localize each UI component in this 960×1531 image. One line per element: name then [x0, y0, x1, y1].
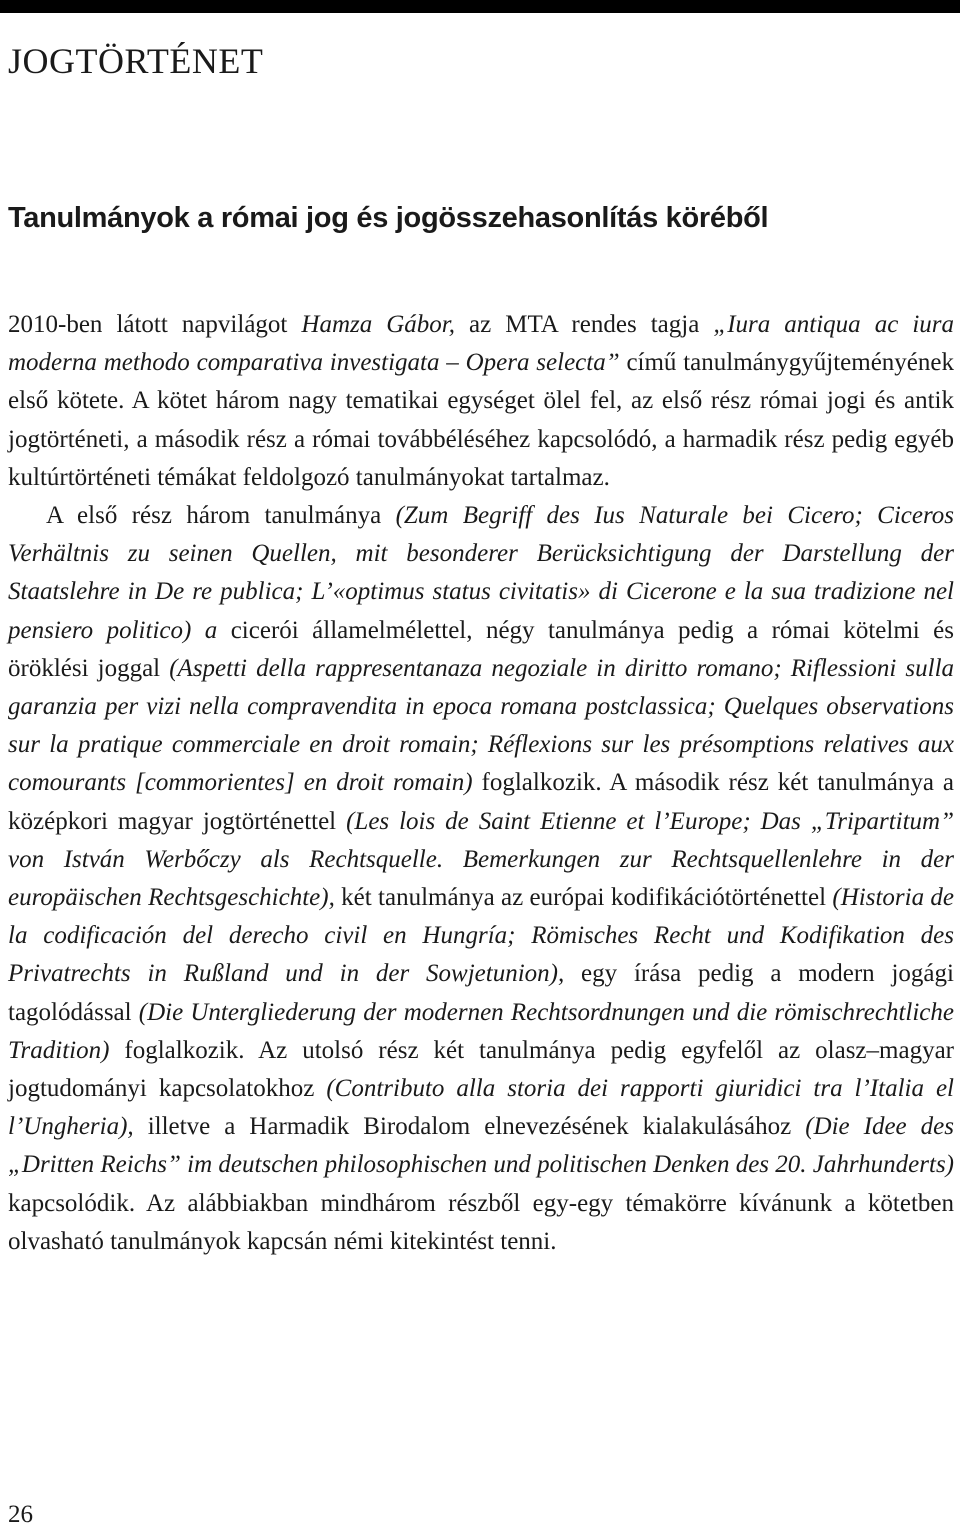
text-run: foglalkozik. A második rész két tanulmánya a középkori magyar jogtörténettel — [8, 769, 954, 835]
italic-run: Hamza Gábor, — [301, 311, 456, 338]
italic-run: (Die Untergliederung der modernen Rechtsordnungen und die römischrechtliche Tradition) — [8, 998, 954, 1064]
paragraph-1 — [8, 306, 954, 497]
text-run: A első rész három tanulmánya — [46, 502, 396, 530]
paragraph-2 — [8, 497, 954, 1261]
text-run: című tanulmánygyűjteményének első kötete. A kötet három nagy tematikai egységet ölel fel, az első rész római jogi és antik jogtörténeti, a második rész a római továbbéléséhez kapcsolódó, a harmadik rész pedig egyéb kultúrtörténeti témákat feldolgozó tanulmányokat tartalmaz. — [8, 349, 954, 491]
italic-run: (Historia de la codificación del derecho civil en Hungría; Römisches Recht und Kodifikation des Privatrechts in Rußland und in der Sowjetunion), — [8, 884, 954, 988]
article-title: Tanulmányok a római jog és jogösszehasonlítás köréből — [8, 202, 769, 234]
article-body — [8, 306, 954, 1261]
text-run: 2010-ben látott napvilágot — [8, 311, 302, 338]
italic-run: (Die Idee des „Dritten Reichs” im deutschen philosophischen und politischen Denken des 20. Jahrhunderts) — [8, 1113, 954, 1179]
text-run: egy írása pedig a modern jogági tagolódással — [8, 960, 954, 1026]
italic-run: (Contributo alla storia dei rapporti giuridici tra l’Italia el l’Ungheria), — [8, 1075, 954, 1141]
section-title: JOGTÖRTÉNET — [8, 41, 264, 81]
italic-run: (Aspetti della rappresentanaza negoziale in diritto romano; Riflessioni sulla garanzia per vizi nella compravendita in epoca romana postclassica; Quelques observations sur la pratique commerciale en droit romain; Réflexions sur les présomptions relatives aux comourants [commorientes] en droit romain) — [8, 654, 955, 797]
italic-run: „Iura antiqua ac iura moderna methodo comparativa investigata – Opera selecta” — [8, 311, 954, 377]
italic-run: (Les lois de Saint Etienne et l’Europe; Das „Tripartitum” von István Werbőczy als Rechtsquelle. Bemerkungen zur Rechtsquellenlehre in der europäischen Rechtsgeschichte), — [8, 807, 954, 912]
text-run: két tanulmánya az európai kodifikációtörténettel — [334, 884, 833, 912]
top-rule — [0, 0, 960, 13]
text-run: az MTA rendes tagja — [455, 311, 714, 338]
italic-run: (Zum Begriff des Ius Naturale bei Cicero; Ciceros Verhältnis zu seinen Quellen, mit besonderer Berücksichtigung der Darstellung der Staatslehre in De re publica; L’«optimus status civitatis» di Cicerone e la sua tradizione nel pensiero politico) a — [8, 502, 954, 644]
text-run: cicerói államelmélettel, négy tanulmánya pedig a római kötelmi és öröklési joggal — [8, 616, 954, 682]
text-run: illetve a Harmadik Birodalom elnevezésének kialakulásához — [133, 1113, 806, 1141]
page-number: 26 — [8, 1501, 33, 1528]
text-run: foglalkozik. Az utolsó rész két tanulmánya pedig egyfelől az olasz–magyar jogtudományi kapcsolatokhoz — [8, 1036, 954, 1103]
text-run: kapcsolódik. Az alábbiakban mindhárom részből egy-egy témakörre kívánunk a kötetben olvasható tanulmányok kapcsán némi kitekintést tenni. — [8, 1189, 954, 1255]
